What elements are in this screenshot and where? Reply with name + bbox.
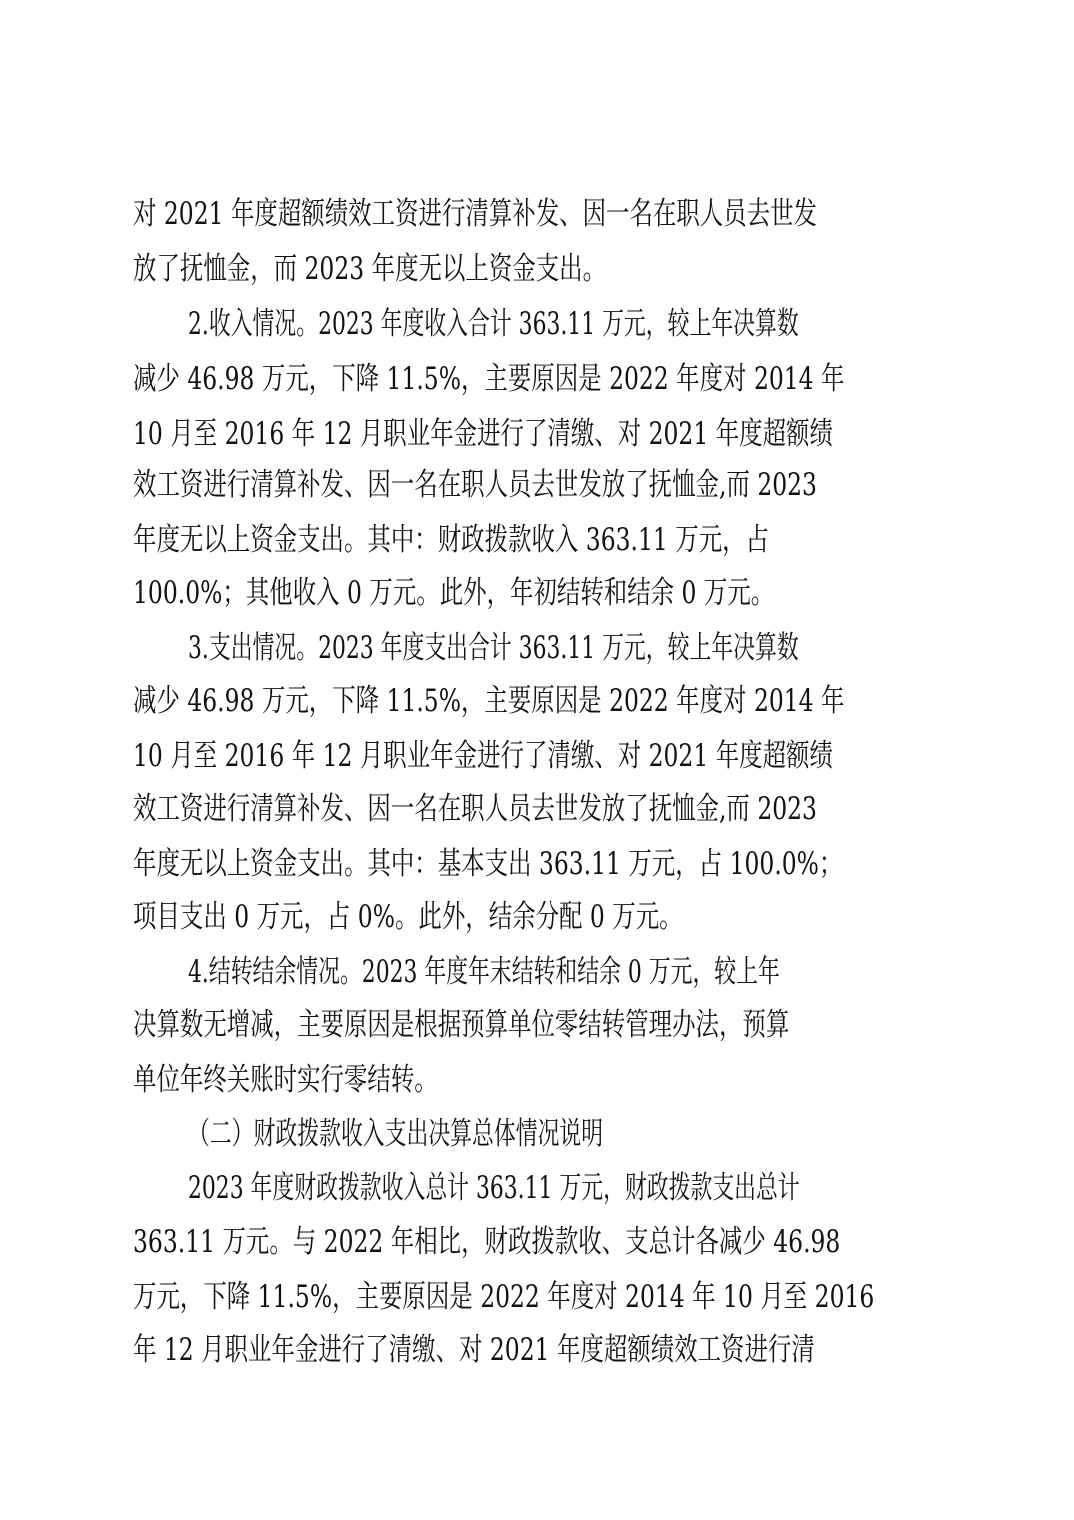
section-heading: （二）财政拨款收入支出决算总体情况说明 (188, 1116, 604, 1152)
text-line: 单位年终关账时实行零结转。 (133, 1062, 438, 1098)
text-line: 决算数无增减，主要原因是根据预算单位零结转管理办法，预算 (133, 1007, 790, 1043)
text-line: 项目支出 0 万元，占 0%。此外，结余分配 0 万元。 (133, 899, 683, 935)
text-line: 4.结转结余情况。2023 年度年末结转和结余 0 万元，较上年 (188, 954, 780, 990)
text-line: 2023 年度财政拨款收入总计 363.11 万元，财政拨款支出总计 (188, 1170, 800, 1206)
text-line: 10 月至 2016 年 12 月职业年金进行了清缴、对 2021 年度超额绩 (133, 416, 833, 452)
text-line: 363.11 万元。与 2022 年相比，财政拨款收、支总计各减少 46.98 (133, 1224, 841, 1260)
text-line: 年度无以上资金支出。其中：基本支出 363.11 万元，占 100.0%； (133, 846, 843, 882)
text-line: 放了抚恤金，而 2023 年度无以上资金支出。 (133, 251, 607, 287)
text-line: 减少 46.98 万元，下降 11.5%，主要原因是 2022 年度对 2014 年 (133, 683, 845, 719)
text-line: 3.支出情况。2023 年度支出合计 363.11 万元，较上年决算数 (188, 630, 799, 666)
text-line: 2.收入情况。2023 年度收入合计 363.11 万元，较上年决算数 (188, 306, 799, 342)
text-line: 效工资进行清算补发、因一名在职人员去世发放了抚恤金,而 2023 (133, 467, 817, 503)
text-line: 100.0%；其他收入 0 万元。此外，年初结转和结余 0 万元。 (133, 575, 775, 611)
text-line: 效工资进行清算补发、因一名在职人员去世发放了抚恤金,而 2023 (133, 791, 817, 827)
text-line: 年度无以上资金支出。其中：财政拨款收入 363.11 万元，占 (133, 522, 770, 558)
text-line: 10 月至 2016 年 12 月职业年金进行了清缴、对 2021 年度超额绩 (133, 738, 833, 774)
text-line: 减少 46.98 万元，下降 11.5%，主要原因是 2022 年度对 2014 年 (133, 361, 845, 397)
text-line: 年 12 月职业年金进行了清缴、对 2021 年度超额绩效工资进行清 (133, 1332, 815, 1368)
text-line: 对 2021 年度超额绩效工资进行清算补发、因一名在职人员去世发 (133, 196, 817, 232)
text-line: 万元，下降 11.5%，主要原因是 2022 年度对 2014 年 10 月至 2016 (133, 1279, 875, 1315)
